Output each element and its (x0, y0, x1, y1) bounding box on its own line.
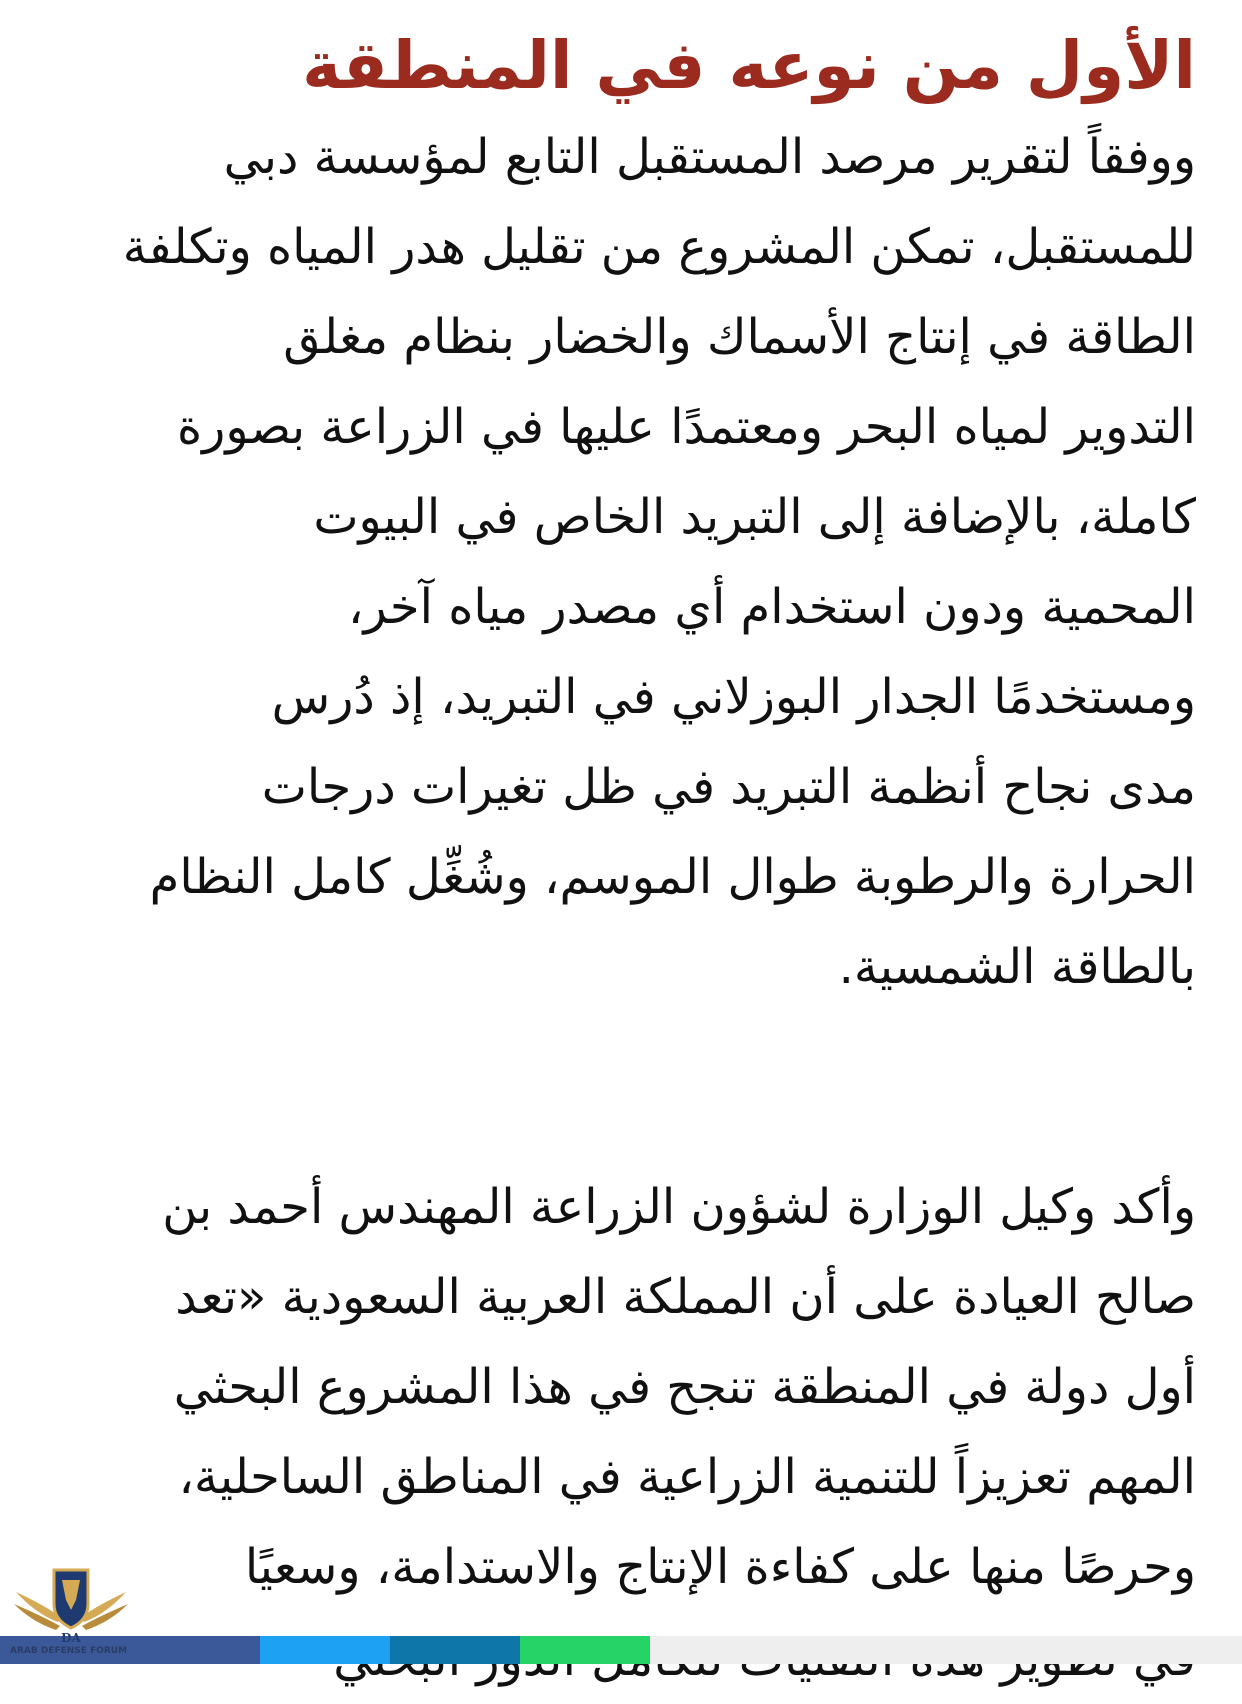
linkedin-share-button[interactable] (390, 1636, 520, 1664)
svg-text:DA: DA (61, 1631, 81, 1645)
paragraph-line: بالطاقة الشمسية. (838, 939, 1196, 995)
more-share-button[interactable] (650, 1636, 1242, 1664)
paragraph-line: التدوير لمياه البحر ومعتمدًا عليها في الزراعة بصورة (177, 399, 1196, 455)
paragraph-line: أول دولة في المنطقة تنجح في هذا المشروع البحثي (173, 1359, 1196, 1415)
whatsapp-share-button[interactable] (520, 1636, 650, 1664)
article-paragraph-2 (50, 1162, 1196, 1612)
paragraph-line: الحرارة والرطوبة طوال الموسم، وشُغِّل كامل النظام (149, 849, 1196, 905)
paragraph-line: الطاقة في إنتاج الأسماك والخضار بنظام مغلق (283, 309, 1196, 365)
paragraph-line: ومستخدمًا الجدار البوزلاني في التبريد، إذ دُرس (271, 669, 1196, 725)
paragraph-line: صالح العيادة على أن المملكة العربية السعودية «تعد (175, 1269, 1196, 1325)
paragraph-line: وحرصًا منها على كفاءة الإنتاج والاستدامة، وسعيًا (244, 1539, 1196, 1595)
logo-caption: ARAB DEFENSE FORUM (10, 1646, 128, 1656)
paragraph-line: وأكد وكيل الوزارة لشؤون الزراعة المهندس أحمد بن (162, 1179, 1196, 1235)
paragraph-gap (50, 1012, 1196, 1162)
paragraph-line: كاملة، بالإضافة إلى التبريد الخاص في البيوت (313, 489, 1196, 545)
paragraph-line: المحمية ودون استخدام أي مصدر مياه آخر، (347, 579, 1196, 635)
paragraph-line: المهم تعزيزاً للتنمية الزراعية في المناطق الساحلية، (178, 1449, 1196, 1505)
paragraph-line-cut-off (140, 1616, 1196, 1636)
paragraph-line: مدى نجاح أنظمة التبريد في ظل تغيرات درجات (261, 759, 1196, 815)
twitter-share-button[interactable] (260, 1636, 390, 1664)
article-headline: الأول من نوعه في المنطقة (302, 27, 1196, 104)
paragraph-line: للمستقبل، تمكن المشروع من تقليل هدر المياه وتكلفة (122, 219, 1196, 275)
article (50, 20, 1196, 1612)
share-bar (0, 1636, 1242, 1664)
article-paragraph-1 (50, 112, 1196, 1012)
paragraph-line: ووفقاً لتقرير مرصد المستقبل التابع لمؤسسة دبي (223, 129, 1196, 185)
